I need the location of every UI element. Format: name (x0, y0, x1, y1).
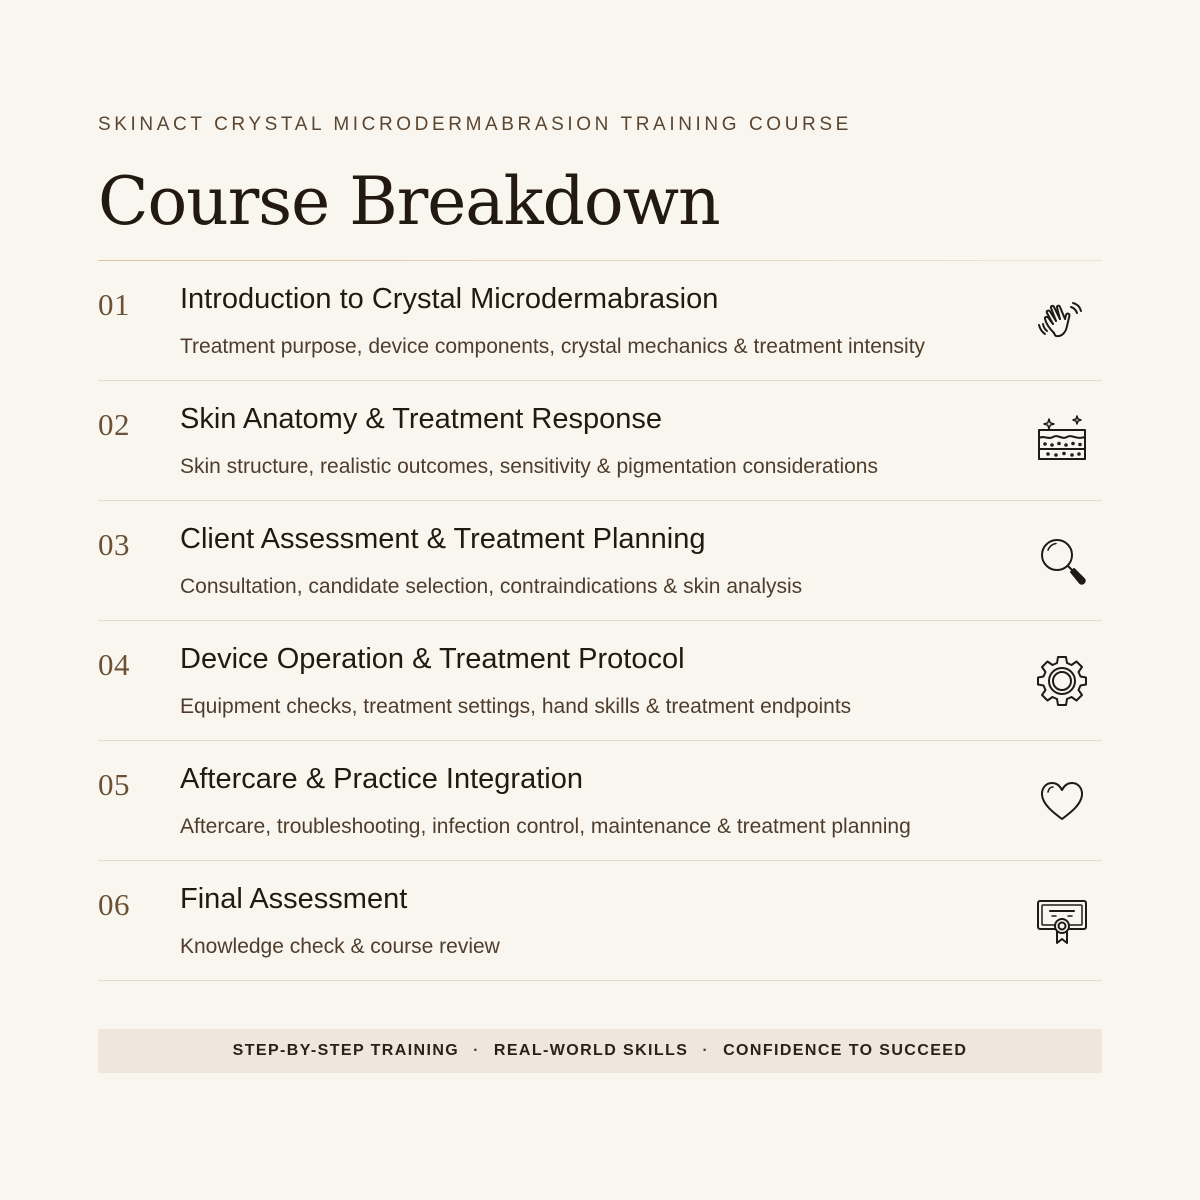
module-description: Consultation, candidate selection, contraindications & skin analysis (180, 575, 803, 598)
footer-item: REAL-WORLD SKILLS (493, 1042, 689, 1059)
magnifier-icon (1034, 533, 1090, 589)
module-number: 04 (98, 647, 130, 682)
footer-item: CONFIDENCE TO SUCCEED (723, 1042, 968, 1059)
module-number: 05 (98, 767, 130, 802)
module-number: 06 (98, 887, 130, 922)
gear-icon (1034, 653, 1090, 709)
module-number: 02 (98, 407, 130, 442)
module-description: Aftercare, troubleshooting, infection control, maintenance & treatment planning (180, 815, 911, 838)
module-number: 01 (98, 287, 130, 322)
skin-layers-icon (1034, 413, 1090, 469)
module-title: Aftercare & Practice Integration (180, 763, 583, 795)
footer-separator: · (473, 1042, 480, 1059)
module-description: Skin structure, realistic outcomes, sensitivity & pigmentation considerations (180, 455, 878, 478)
footer-separator: · (702, 1042, 710, 1059)
certificate-icon (1034, 893, 1090, 949)
module-description: Knowledge check & course review (180, 935, 500, 958)
module-row-01 (98, 261, 1102, 381)
module-title: Skin Anatomy & Treatment Response (180, 403, 662, 435)
module-number: 03 (98, 527, 130, 562)
module-title: Device Operation & Treatment Protocol (180, 643, 685, 675)
module-description: Equipment checks, treatment settings, hand skills & treatment endpoints (180, 695, 852, 718)
module-list (98, 261, 1102, 981)
module-row-05 (98, 741, 1102, 861)
module-row-04 (98, 621, 1102, 741)
module-row-02 (98, 381, 1102, 501)
waving-hand-icon (1034, 293, 1090, 349)
module-description: Treatment purpose, device components, crystal mechanics & treatment intensity (180, 335, 926, 358)
module-row-03 (98, 501, 1102, 621)
module-row-06 (98, 861, 1102, 981)
course-eyebrow: SKINACT CRYSTAL MICRODERMABRASION TRAINING COURSE (98, 114, 852, 135)
module-title: Client Assessment & Treatment Planning (180, 523, 706, 555)
module-title: Final Assessment (180, 883, 408, 915)
page-title: Course Breakdown (98, 163, 720, 240)
module-title: Introduction to Crystal Microdermabrasion (180, 283, 719, 315)
heart-icon (1034, 773, 1090, 829)
footer-item: STEP-BY-STEP TRAINING (232, 1042, 460, 1059)
footer-tagline-bar (98, 1029, 1102, 1073)
course-breakdown-page (98, 0, 1102, 1200)
